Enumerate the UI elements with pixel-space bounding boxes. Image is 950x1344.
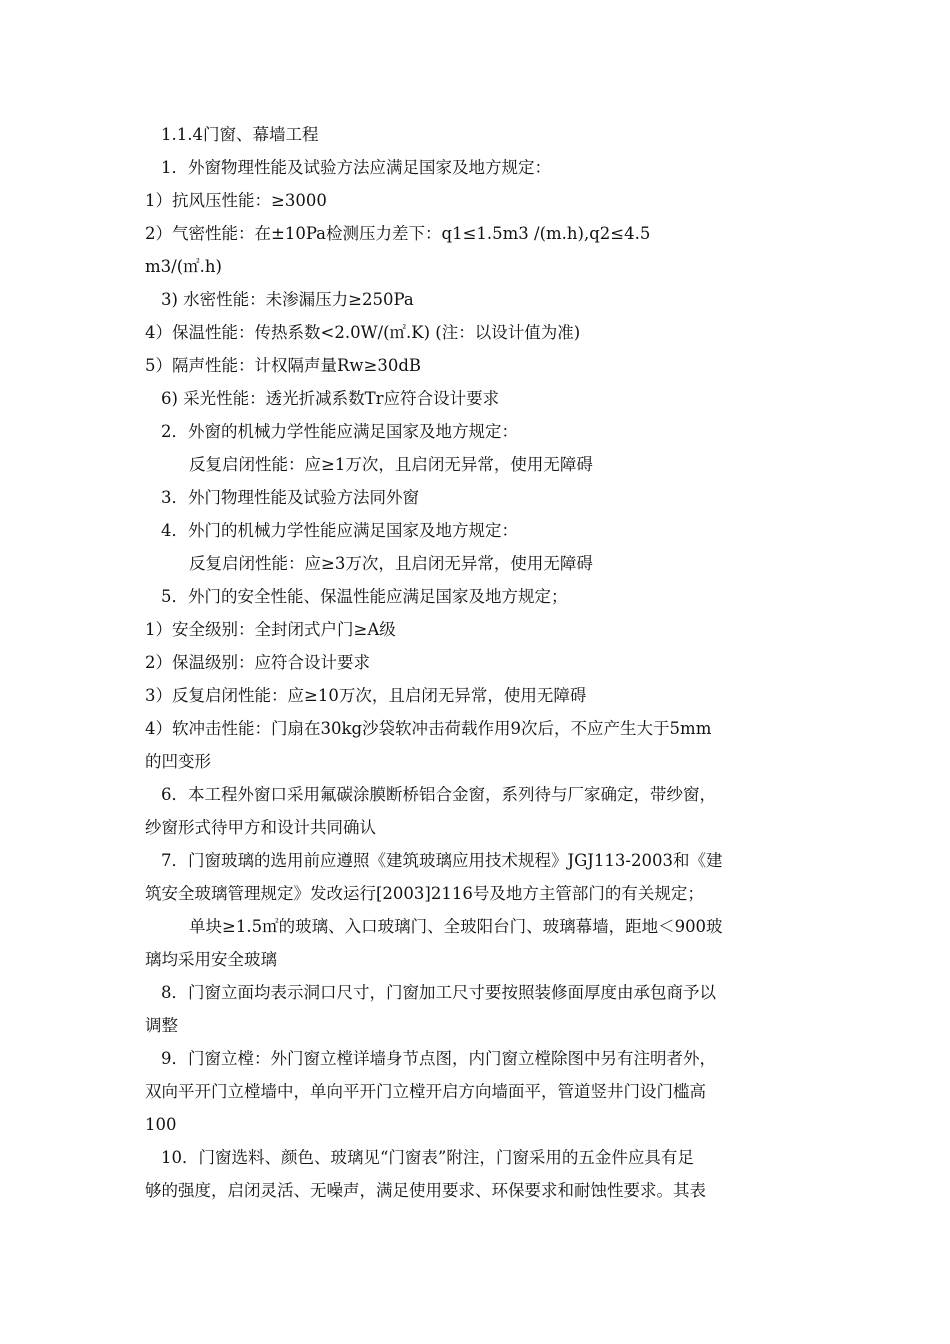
paragraph-line: 2）气密性能：在±10Pa检测压力差下：q1≤1.5m3 /(m.h),q2≤4.5 [145,224,651,243]
paragraph-line: 8．门窗立面均表示洞口尺寸，门窗加工尺寸要按照装修面厚度由承包商予以 [161,983,716,1002]
paragraph-line: 够的强度，启闭灵活、无噪声，满足使用要求、环保要求和耐蚀性要求。其表 [145,1181,706,1200]
paragraph-line: 7．门窗玻璃的选用前应遵照《建筑玻璃应用技术规程》JGJ113-2003和《建 [161,851,723,870]
paragraph-line: 3．外门物理性能及试验方法同外窗 [161,488,419,507]
paragraph-line: 单块≥1.5㎡的玻璃、入口玻璃门、全玻阳台门、玻璃幕墙，距地＜900玻 [189,917,723,936]
paragraph-line: 1）抗风压性能：≥3000 [145,191,327,210]
paragraph-line: 3）反复启闭性能：应≥10万次，且启闭无异常，使用无障碍 [145,686,587,705]
paragraph-line: 9．门窗立樘：外门窗立樘详墙身节点图，内门窗立樘除图中另有注明者外， [161,1049,716,1068]
document-body [145,118,815,1207]
paragraph-line: 2．外窗的机械力学性能应满足国家及地方规定： [161,422,518,441]
paragraph-line: 反复启闭性能：应≥1万次，且启闭无异常，使用无障碍 [189,455,593,474]
paragraph-line: 双向平开门立樘墙中，单向平开门立樘开启方向墙面平，管道竖井门设门槛高 [145,1082,706,1101]
paragraph-line: 的凹变形 [145,752,211,771]
paragraph-line: 反复启闭性能：应≥3万次，且启闭无异常，使用无障碍 [189,554,593,573]
paragraph-line: 4）保温性能：传热系数<2.0W/(㎡.K) (注：以设计值为准) [145,323,581,342]
paragraph-line: 1）安全级别：全封闭式户门≥A级 [145,620,396,639]
paragraph-line: 纱窗形式待甲方和设计共同确认 [145,818,376,837]
paragraph-line: 6．本工程外窗口采用氟碳涂膜断桥铝合金窗，系列待与厂家确定，带纱窗， [161,785,716,804]
paragraph-line: 筑安全玻璃管理规定》发改运行[2003]2116号及地方主管部门的有关规定； [145,884,704,903]
paragraph-line: 6) 采光性能：透光折减系数Tr应符合设计要求 [161,389,500,408]
paragraph-line: 3) 水密性能：未渗漏压力≥250Pa [161,290,414,309]
paragraph-line: 100 [145,1115,177,1134]
paragraph-line: 4．外门的机械力学性能应满足国家及地方规定： [161,521,518,540]
paragraph-line: 4）软冲击性能：门扇在30kg沙袋软冲击荷载作用9次后，不应产生大于5mm [145,719,712,738]
paragraph-line: 5．外门的安全性能、保温性能应满足国家及地方规定； [161,587,568,606]
paragraph-line: 10．门窗选料、颜色、玻璃见“门窗表”附注，门窗采用的五金件应具有足 [161,1148,694,1167]
paragraph-line: 5）隔声性能：计权隔声量Rw≥30dB [145,356,422,375]
paragraph-line: m3/(㎡.h) [145,257,222,276]
section-heading: 1.1.4门窗、幕墙工程 [161,125,319,144]
paragraph-line: 1．外窗物理性能及试验方法应满足国家及地方规定： [161,158,551,177]
paragraph-line: 2）保温级别：应符合设计要求 [145,653,370,672]
paragraph-line: 璃均采用安全玻璃 [145,950,277,969]
paragraph-line: 调整 [145,1016,178,1035]
